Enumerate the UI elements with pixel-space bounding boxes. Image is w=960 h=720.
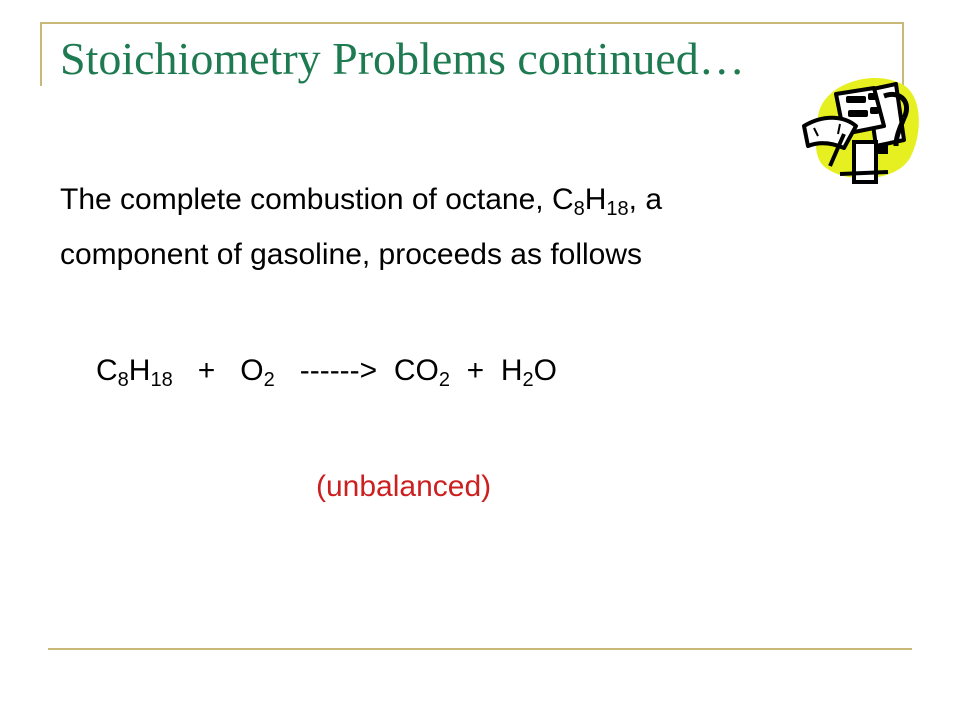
plus-sign-2: +	[449, 354, 501, 387]
octane-hydrogen-symbol: H	[584, 183, 607, 216]
reactant1-carbon: C	[96, 354, 118, 387]
gas-pump-icon	[800, 66, 924, 184]
reactant1-carbon-subscript: 8	[117, 369, 129, 391]
bottom-border-rule	[48, 648, 912, 650]
octane-carbon-subscript: 8	[573, 198, 585, 220]
intro-text-before-formula: The complete combustion of octane, C	[60, 183, 574, 216]
product1-carbon-dioxide: CO	[393, 354, 439, 387]
plus-sign-1: +	[172, 354, 241, 387]
reactant2-oxygen-subscript: 2	[263, 369, 275, 391]
reaction-arrow: ------>	[274, 354, 394, 387]
intro-line-2: component of gasoline, proceeds as follows	[60, 238, 643, 271]
reactant1-hydrogen: H	[128, 354, 151, 387]
reactant2-oxygen: O	[240, 354, 264, 387]
reactant1-hydrogen-subscript: 18	[150, 369, 173, 391]
product2-hydrogen-subscript: 2	[522, 369, 534, 391]
unbalanced-note: (unbalanced)	[316, 470, 492, 503]
product1-subscript: 2	[438, 369, 450, 391]
chemical-equation	[96, 354, 557, 391]
product2-hydrogen: H	[500, 354, 523, 387]
slide-title: Stoichiometry Problems continued…	[60, 33, 745, 84]
left-border-rule	[40, 22, 42, 86]
product2-oxygen: O	[533, 354, 557, 387]
intro-text-after-formula: , a	[628, 183, 663, 216]
top-border-rule	[40, 22, 904, 24]
octane-hydrogen-subscript: 18	[606, 198, 629, 220]
intro-line-1	[60, 183, 663, 220]
